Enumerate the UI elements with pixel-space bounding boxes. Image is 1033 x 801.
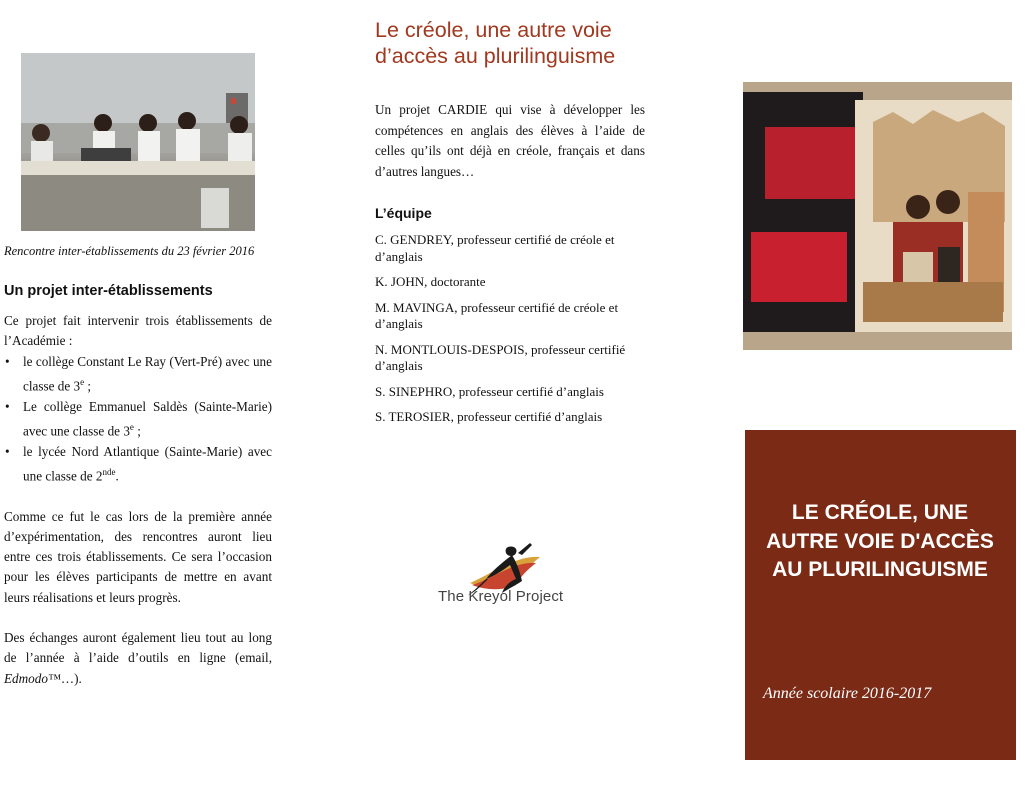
team-member: C. GENDREY, professeur certifié de créole et d’anglais [375, 232, 615, 264]
team-member: N. MONTLOUIS-DESPOIS, professeur certifié d’anglais [375, 341, 626, 373]
list-item: • le collège Constant Le Ray (Vert-Pré) avec une classe de 3e ; [4, 352, 272, 397]
schools-list [4, 352, 272, 487]
classroom-photo [21, 53, 255, 231]
team-member: M. MAVINGA, professeur certifié de créole et d’anglais [375, 299, 619, 331]
page-title: Le créole, une autre voie d’accès au plurilinguisme [375, 18, 616, 68]
list-item: • le lycée Nord Atlantique (Sainte-Marie) avec une classe de 2nde. [4, 442, 272, 487]
list-item: • Le collège Emmanuel Saldès (Sainte-Marie) avec une classe de 3e ; [4, 397, 272, 442]
classroom-photo-icon [21, 53, 255, 231]
logo-text: The Kreyol Project [438, 588, 564, 605]
photo-caption: Rencontre inter-établissements du 23 février 2016 [4, 244, 255, 258]
team-list [375, 232, 650, 435]
school-year: Année scolaire 2016-2017 [763, 685, 932, 702]
team-heading: L’équipe [375, 205, 432, 221]
team-member: S. TEROSIER, professeur certifié d’anglais [375, 409, 603, 424]
cover-title: LE CRÉOLE, UNE AUTRE VOIE D'ACCÈS AU PLURILINGUISME [766, 501, 994, 581]
project-description [4, 311, 272, 689]
online-tools-paragraph: Des échanges auront également lieu tout au long de l’année à l’aide d’outils en ligne (email, Edmodo™…). [4, 630, 272, 686]
kreyol-poster-photo-icon [743, 82, 1012, 350]
team-member: K. JOHN, doctorante [375, 274, 486, 289]
meetings-paragraph: Comme ce fut le cas lors de la première année d’expérimentation, des rencontres auront lieu entre ces trois établissements. Ce sera l’occasion pour les élèves participants de mettre en avant leurs réalisations et leurs progrès. [4, 508, 272, 605]
section-heading-project: Un projet inter-établissements [4, 283, 213, 299]
team-member: S. SINEPHRO, professeur certifié d’anglais [375, 383, 604, 399]
kreyol-poster-photo [743, 82, 1012, 350]
project-summary: Un projet CARDIE qui vise à développer les compétences en anglais des élèves à l’aide de celles qu’ils ont déjà en créole, français et dans d’autres langues… [375, 102, 645, 179]
intro-paragraph: Ce projet fait intervenir trois établissements de l’Académie : [4, 313, 272, 349]
cover-panel [745, 430, 1016, 760]
